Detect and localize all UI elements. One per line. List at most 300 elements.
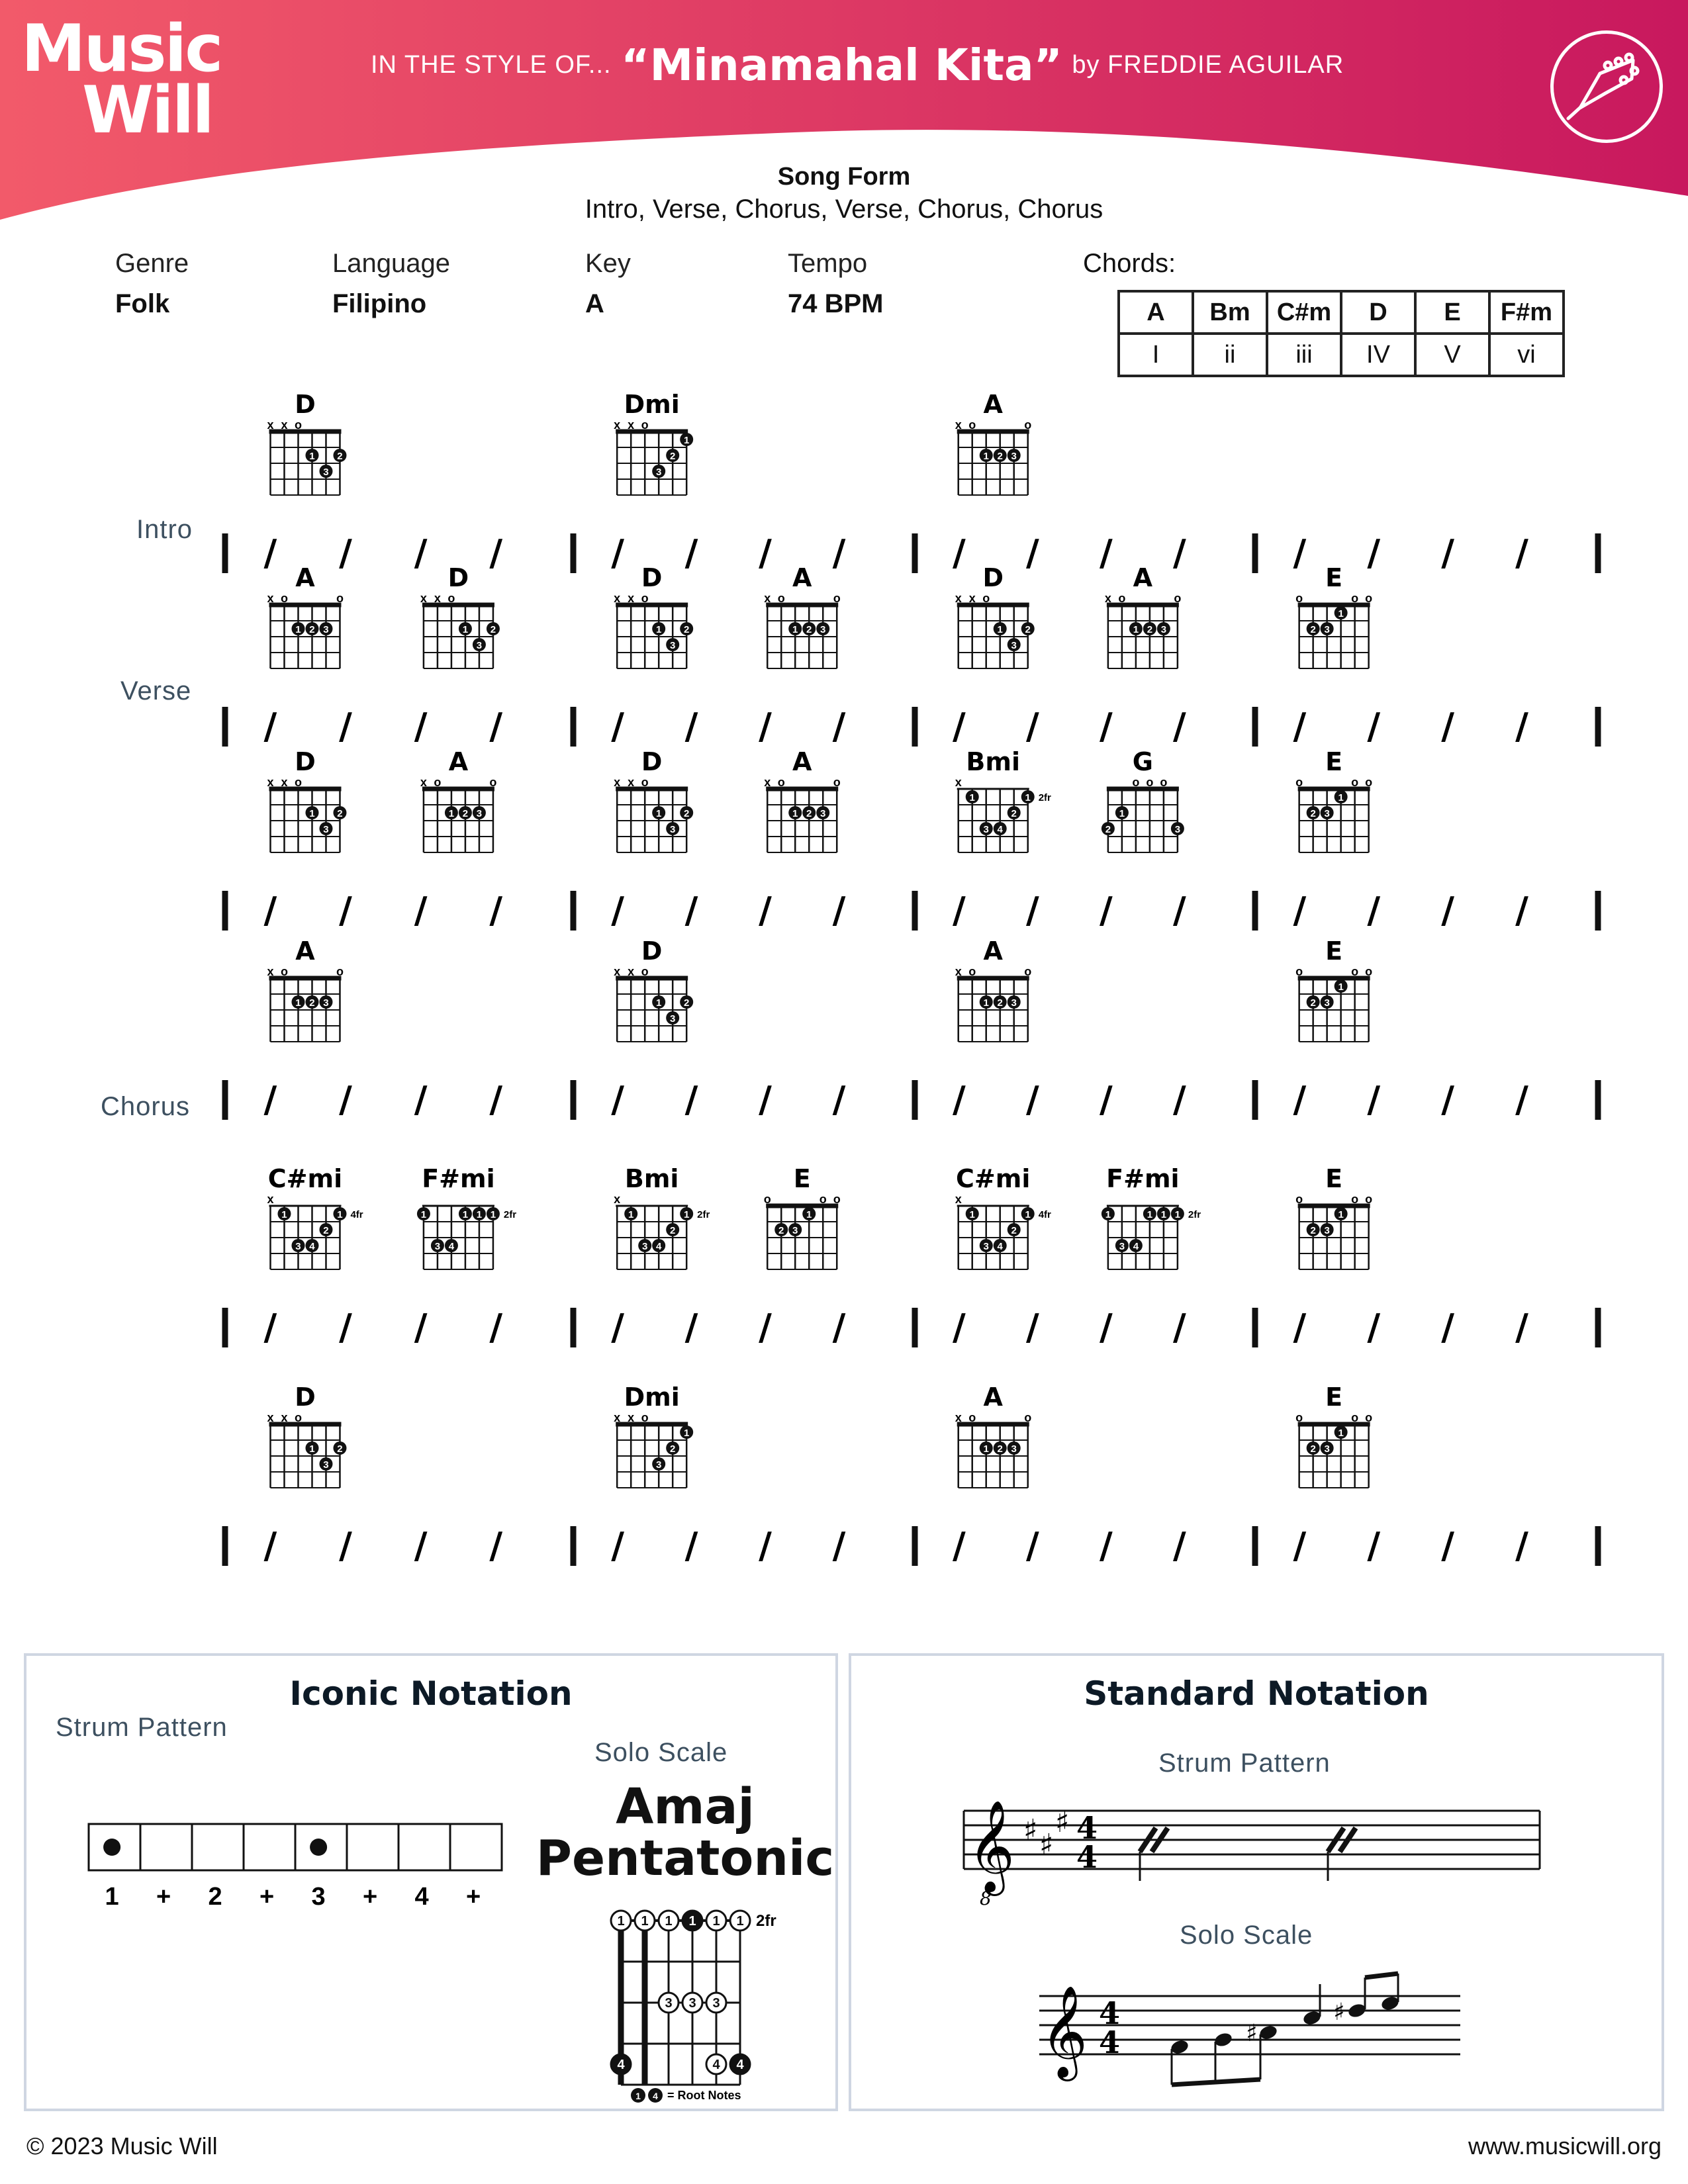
string-marker: x	[614, 776, 621, 789]
chord-diagram-a	[267, 936, 344, 1042]
chord-name-label: Bmi	[624, 1164, 679, 1193]
beat-slash: /	[611, 1306, 624, 1348]
svg-text:1: 1	[665, 1914, 673, 1929]
beat-slash: /	[832, 1525, 846, 1567]
string-marker: x	[614, 965, 621, 978]
beat-slash: /	[1515, 1079, 1528, 1120]
finger-number: 3	[323, 997, 329, 1009]
chord-name: A	[1119, 291, 1193, 334]
genre-label: Genre	[115, 249, 189, 278]
finger-number: 3	[983, 824, 989, 835]
beat-slash: /	[952, 532, 966, 574]
string-marker: x	[614, 418, 621, 432]
finger-number: 3	[323, 824, 329, 835]
chord-diagram-g	[1102, 747, 1184, 852]
beat-slash: /	[1515, 889, 1528, 931]
string-marker: x	[420, 776, 427, 789]
chord-name: F#m	[1489, 291, 1564, 334]
string-marker: o	[336, 965, 344, 978]
finger-number: 3	[323, 624, 329, 635]
beat-slash: /	[1367, 889, 1381, 931]
chord-name-label: G	[1132, 747, 1153, 776]
finger-number: 1	[1338, 608, 1344, 619]
chord-chart	[0, 371, 1688, 1602]
string-marker: x	[434, 592, 441, 605]
string-marker: o	[982, 592, 990, 605]
svg-text:♯: ♯	[1246, 2020, 1258, 2047]
finger-number: 1	[628, 1209, 634, 1220]
beat-slash: /	[1173, 1079, 1186, 1120]
strum-cell	[347, 1824, 399, 1870]
finger-number: 4	[448, 1241, 455, 1252]
language-block	[332, 249, 450, 319]
strum-count: +	[362, 1883, 378, 1911]
beat-slash: /	[263, 705, 277, 747]
svg-text:1: 1	[712, 1914, 720, 1929]
beat-slash: /	[1293, 1079, 1307, 1120]
beat-slash: /	[1367, 1525, 1381, 1567]
finger-number: 2	[806, 808, 812, 819]
string-marker: o	[1365, 1193, 1373, 1206]
beat-slash: /	[832, 532, 846, 574]
chord-diagram-bmi	[614, 1164, 710, 1269]
beat-slash: /	[489, 1306, 503, 1348]
svg-text:4: 4	[736, 2058, 744, 2072]
finger-number: 1	[997, 624, 1003, 635]
beat-slash: /	[1367, 532, 1381, 574]
chord-diagram-d	[614, 563, 693, 668]
chord-diagram-d	[267, 1383, 346, 1488]
chord-diagram-a	[267, 563, 344, 668]
finger-number: 2	[684, 624, 690, 635]
string-marker: o	[280, 592, 288, 605]
finger-number: 1	[806, 1209, 812, 1220]
beat-slash: /	[611, 1525, 624, 1567]
string-marker: o	[1351, 776, 1359, 789]
svg-text:♯: ♯	[1333, 1999, 1345, 2026]
string-marker: o	[1295, 1193, 1303, 1206]
svg-text:1: 1	[617, 1914, 625, 1929]
chord-name: C#m	[1267, 291, 1341, 334]
beat-slash: /	[684, 1079, 698, 1120]
string-marker: x	[267, 1193, 274, 1206]
chord-name-label: C#mi	[956, 1164, 1031, 1193]
finger-number: 1	[1338, 1428, 1344, 1439]
string-marker: x	[628, 965, 635, 978]
chord-diagram-a	[420, 747, 497, 852]
beat-slash: /	[339, 1079, 352, 1120]
tempo-block	[788, 249, 884, 319]
chord-name-label: E	[1325, 936, 1343, 966]
finger-number: 3	[1174, 824, 1181, 835]
beat-slash: /	[759, 1525, 772, 1567]
chord-diagram-a	[764, 747, 841, 852]
string-marker: o	[1365, 776, 1373, 789]
finger-number: 1	[1174, 1209, 1181, 1220]
beat-slash: /	[1515, 1525, 1528, 1567]
song-form-value: Intro, Verse, Chorus, Verse, Chorus, Chorus	[585, 195, 1103, 224]
beat-slash: /	[339, 532, 352, 574]
finger-number: 4	[997, 824, 1003, 835]
string-marker: x	[420, 592, 427, 605]
svg-text:4: 4	[617, 2058, 625, 2072]
finger-number: 2	[490, 624, 496, 635]
music-will-logo	[21, 11, 222, 149]
beat-slash: /	[1293, 705, 1307, 747]
string-marker: o	[777, 592, 785, 605]
scale-fret-label: 2fr	[756, 1912, 776, 1930]
chord-name-label: Dmi	[624, 390, 680, 419]
string-marker: x	[628, 592, 635, 605]
string-marker: x	[955, 965, 962, 978]
beat-slash: /	[339, 889, 352, 931]
beat-slash: /	[1441, 1306, 1454, 1348]
beat-slash: /	[832, 889, 846, 931]
string-marker: x	[281, 1411, 288, 1424]
beat-slash: /	[1173, 705, 1186, 747]
string-marker: o	[1024, 1411, 1032, 1424]
style-prefix: IN THE STYLE OF...	[371, 51, 612, 79]
string-marker: o	[777, 776, 785, 789]
string-marker: o	[294, 418, 302, 432]
header-banner	[0, 0, 1688, 225]
chord-name: E	[1415, 291, 1489, 334]
finger-number: 1	[969, 792, 975, 803]
string-marker: x	[614, 1193, 621, 1206]
key-label: Key	[585, 249, 631, 278]
section-chorus: Chorus	[101, 1092, 190, 1121]
finger-number: 1	[462, 1209, 469, 1220]
finger-number: 2	[309, 624, 315, 635]
solo-scale-staff	[1037, 1956, 1474, 2102]
svg-text:4: 4	[1099, 2025, 1121, 2060]
chord-diagram-a	[955, 936, 1032, 1042]
chord-numeral: ii	[1193, 334, 1267, 376]
string-marker: x	[614, 592, 621, 605]
finger-number: 2	[670, 1443, 676, 1455]
beat-slash: /	[1025, 532, 1039, 574]
time-signature-bottom: 4	[1076, 1839, 1098, 1875]
string-marker: o	[1146, 776, 1154, 789]
finger-number: 1	[462, 624, 469, 635]
string-marker: x	[267, 592, 274, 605]
chord-name-label: D	[295, 747, 316, 776]
finger-number: 2	[806, 624, 812, 635]
finger-number: 3	[323, 1459, 329, 1471]
finger-number: 3	[1119, 1241, 1125, 1252]
beat-slash: /	[684, 1525, 698, 1567]
beat-slash: /	[263, 532, 277, 574]
beat-slash: /	[1100, 1079, 1113, 1120]
finger-number: 1	[792, 808, 798, 819]
language-label: Language	[332, 249, 450, 278]
string-marker: x	[955, 418, 962, 432]
section-verse: Verse	[120, 676, 192, 705]
chord-name-label: A	[448, 747, 469, 776]
strum-count: 4	[414, 1883, 429, 1911]
beat-slash: /	[263, 1525, 277, 1567]
chord-name-label: D	[641, 936, 663, 966]
string-marker: o	[294, 776, 302, 789]
chord-name-label: D	[982, 563, 1004, 592]
beat-slash: /	[1025, 1525, 1039, 1567]
strum-count: 3	[311, 1883, 326, 1911]
chord-name-label: E	[1325, 747, 1343, 776]
beat-slash: /	[759, 1079, 772, 1120]
finger-number: 2	[323, 1225, 329, 1236]
string-marker: o	[1024, 965, 1032, 978]
chord-numeral: IV	[1341, 334, 1415, 376]
chord-numeral: iii	[1267, 334, 1341, 376]
string-marker: x	[281, 418, 288, 432]
strum-hit-dot	[103, 1839, 120, 1856]
finger-number: 1	[420, 1209, 427, 1220]
finger-number: 2	[1310, 997, 1316, 1009]
string-marker: o	[1351, 1411, 1359, 1424]
string-marker: o	[641, 776, 649, 789]
string-marker: x	[955, 1411, 962, 1424]
chord-name-label: A	[1133, 563, 1153, 592]
finger-number: 3	[642, 1241, 648, 1252]
beat-slash: /	[611, 1079, 624, 1120]
beat-slash: /	[489, 532, 503, 574]
iconic-strum-label: Strum Pattern	[56, 1713, 228, 1742]
song-artist: by FREDDIE AGUILAR	[1072, 51, 1344, 79]
string-marker: x	[628, 776, 635, 789]
beat-slash: /	[1367, 705, 1381, 747]
finger-number: 3	[476, 808, 483, 819]
chord-diagram-dmi	[614, 1383, 693, 1488]
finger-number: 2	[337, 451, 343, 462]
chord-name-label: F#mi	[1106, 1164, 1180, 1193]
chord-name-label: A	[983, 390, 1003, 419]
beat-slash: /	[1367, 1306, 1381, 1348]
beat-slash: /	[832, 1306, 846, 1348]
chord-name-label: D	[447, 563, 469, 592]
standard-title: Standard Notation	[1084, 1674, 1429, 1713]
beat-slash: /	[414, 1079, 428, 1120]
finger-number: 2	[997, 997, 1003, 1009]
finger-number: 4	[656, 1241, 662, 1252]
beat-slash: /	[414, 705, 428, 747]
beat-slash: /	[1515, 705, 1528, 747]
genre-block	[115, 249, 189, 319]
chord-diagram-d	[614, 936, 693, 1042]
treble-clef-icon: 𝄞	[968, 1800, 1015, 1892]
strum-cell	[450, 1824, 502, 1870]
chord-name-label: E	[1325, 1383, 1343, 1412]
chord-numeral: vi	[1489, 334, 1564, 376]
svg-text:8: 8	[980, 1888, 992, 1909]
string-marker: x	[968, 592, 976, 605]
strum-cell	[192, 1824, 244, 1870]
finger-number: 2	[670, 1225, 676, 1236]
string-marker: x	[628, 418, 635, 432]
beat-slash: /	[1100, 1525, 1113, 1567]
standard-solo-label: Solo Scale	[1180, 1921, 1313, 1950]
beat-slash: /	[1025, 889, 1039, 931]
beat-slash: /	[1515, 532, 1528, 574]
chord-name-label: D	[295, 390, 316, 419]
beat-slash: /	[263, 1306, 277, 1348]
finger-number: 3	[323, 467, 329, 478]
chord-name-label: Dmi	[624, 1383, 680, 1412]
finger-number: 2	[337, 808, 343, 819]
finger-number: 1	[490, 1209, 496, 1220]
beat-slash: /	[263, 1079, 277, 1120]
finger-number: 1	[1119, 808, 1125, 819]
beat-slash: /	[339, 705, 352, 747]
chord-name-label: A	[983, 1383, 1003, 1412]
finger-number: 1	[792, 624, 798, 635]
chord-name-label: E	[793, 1164, 811, 1193]
finger-number: 1	[1160, 1209, 1167, 1220]
chord-name-label: D	[641, 563, 663, 592]
logo-music: Music	[21, 11, 222, 87]
finger-number: 3	[1011, 640, 1017, 651]
finger-number: 3	[820, 624, 826, 635]
genre-value: Folk	[115, 289, 170, 318]
finger-number: 1	[476, 1209, 483, 1220]
finger-number: 1	[309, 451, 315, 462]
string-marker: o	[280, 965, 288, 978]
chord-name-label: E	[1325, 1164, 1343, 1193]
chord-name-label: F#mi	[422, 1164, 495, 1193]
chord-name-label: Bmi	[966, 747, 1021, 776]
fret-position-label: 2fr	[1038, 792, 1051, 803]
song-title-bar	[371, 40, 1344, 91]
string-marker: o	[641, 592, 649, 605]
chord-diagram-e	[764, 1164, 841, 1269]
string-marker: x	[628, 1411, 635, 1424]
finger-number: 1	[656, 624, 662, 635]
string-marker: o	[1351, 965, 1359, 978]
finger-number: 2	[684, 808, 690, 819]
svg-text:4: 4	[712, 2058, 720, 2072]
string-marker: o	[1365, 965, 1373, 978]
beat-slash: /	[1293, 889, 1307, 931]
finger-number: 2	[337, 1443, 343, 1455]
website-link[interactable]: www.musicwill.org	[1468, 2132, 1662, 2160]
chord-diagram-fsharpmi	[417, 1164, 516, 1269]
beat-slash: /	[1100, 1306, 1113, 1348]
chord-diagram-e	[1295, 747, 1372, 852]
sharp-icon: ♯	[1023, 1813, 1038, 1847]
finger-number: 1	[656, 997, 662, 1009]
string-marker: o	[1295, 1411, 1303, 1424]
finger-number: 1	[337, 1209, 343, 1220]
finger-number: 3	[1324, 997, 1330, 1009]
strum-cell	[399, 1824, 450, 1870]
strum-count: 1	[105, 1883, 119, 1911]
finger-number: 1	[1133, 624, 1139, 635]
tempo-label: Tempo	[788, 249, 868, 278]
chord-diagram-a	[1105, 563, 1182, 668]
beat-slash: /	[684, 532, 698, 574]
beat-slash: /	[1100, 889, 1113, 931]
chord-table	[1117, 290, 1565, 377]
string-marker: o	[641, 1411, 649, 1424]
beat-slash: /	[759, 532, 772, 574]
sharp-icon: ♯	[1039, 1828, 1054, 1862]
standard-notation-panel	[849, 1653, 1664, 2111]
finger-number: 2	[1310, 808, 1316, 819]
beat-slash: /	[489, 1079, 503, 1120]
beat-slash: /	[1100, 705, 1113, 747]
beat-slash: /	[1173, 532, 1186, 574]
finger-number: 1	[281, 1209, 287, 1220]
string-marker: o	[1174, 592, 1182, 605]
beat-slash: /	[489, 1525, 503, 1567]
finger-number: 3	[434, 1241, 441, 1252]
strum-cell	[140, 1824, 192, 1870]
svg-text:1: 1	[736, 1914, 744, 1929]
finger-number: 1	[684, 435, 690, 446]
finger-number: 2	[1310, 1443, 1316, 1455]
beat-slash: /	[1173, 889, 1186, 931]
section-intro: Intro	[136, 515, 193, 544]
iconic-solo-label: Solo Scale	[594, 1738, 728, 1767]
beat-slash: /	[611, 889, 624, 931]
sharp-icon: ♯	[1055, 1805, 1070, 1839]
chord-diagram-e	[1295, 563, 1372, 668]
finger-number: 1	[309, 1443, 315, 1455]
beat-slash: /	[339, 1525, 352, 1567]
finger-number: 2	[462, 808, 469, 819]
chord-name-label: A	[792, 747, 812, 776]
beat-slash: /	[832, 1079, 846, 1120]
beat-slash: /	[263, 889, 277, 931]
copyright: © 2023 Music Will	[26, 2132, 218, 2160]
string-marker: x	[614, 1411, 621, 1424]
finger-number: 1	[309, 808, 315, 819]
chord-diagram-d	[267, 390, 346, 495]
string-marker: o	[489, 776, 497, 789]
finger-number: 3	[670, 640, 676, 651]
finger-number: 3	[1324, 1225, 1330, 1236]
finger-number: 1	[1025, 792, 1031, 803]
string-marker: o	[968, 965, 976, 978]
chord-name: D	[1341, 291, 1415, 334]
song-form-label: Song Form	[777, 163, 911, 191]
finger-number: 4	[1133, 1241, 1139, 1252]
chord-numeral: I	[1119, 334, 1193, 376]
beat-slash: /	[759, 889, 772, 931]
chord-diagram-a	[955, 1383, 1032, 1488]
beat-slash: /	[1441, 705, 1454, 747]
finger-number: 4	[997, 1241, 1003, 1252]
beat-slash: /	[611, 705, 624, 747]
finger-number: 1	[983, 451, 989, 462]
beat-slash: /	[832, 705, 846, 747]
song-title: “Minamahal Kita”	[621, 40, 1062, 91]
strum-pattern-grid	[60, 1815, 510, 1914]
beat-slash: /	[759, 1306, 772, 1348]
finger-number: 2	[997, 451, 1003, 462]
finger-number: 3	[1324, 1443, 1330, 1455]
beat-slash: /	[414, 1306, 428, 1348]
fret-position-label: 2fr	[503, 1209, 517, 1220]
string-marker: o	[1295, 776, 1303, 789]
beat-slash: /	[1441, 532, 1454, 574]
string-marker: x	[764, 592, 771, 605]
chord-name-label: C#mi	[267, 1164, 343, 1193]
chord-diagram-a	[955, 390, 1032, 495]
finger-number: 1	[1147, 1209, 1153, 1220]
finger-number: 1	[983, 1443, 989, 1455]
string-marker: o	[833, 1193, 841, 1206]
string-marker: x	[281, 776, 288, 789]
